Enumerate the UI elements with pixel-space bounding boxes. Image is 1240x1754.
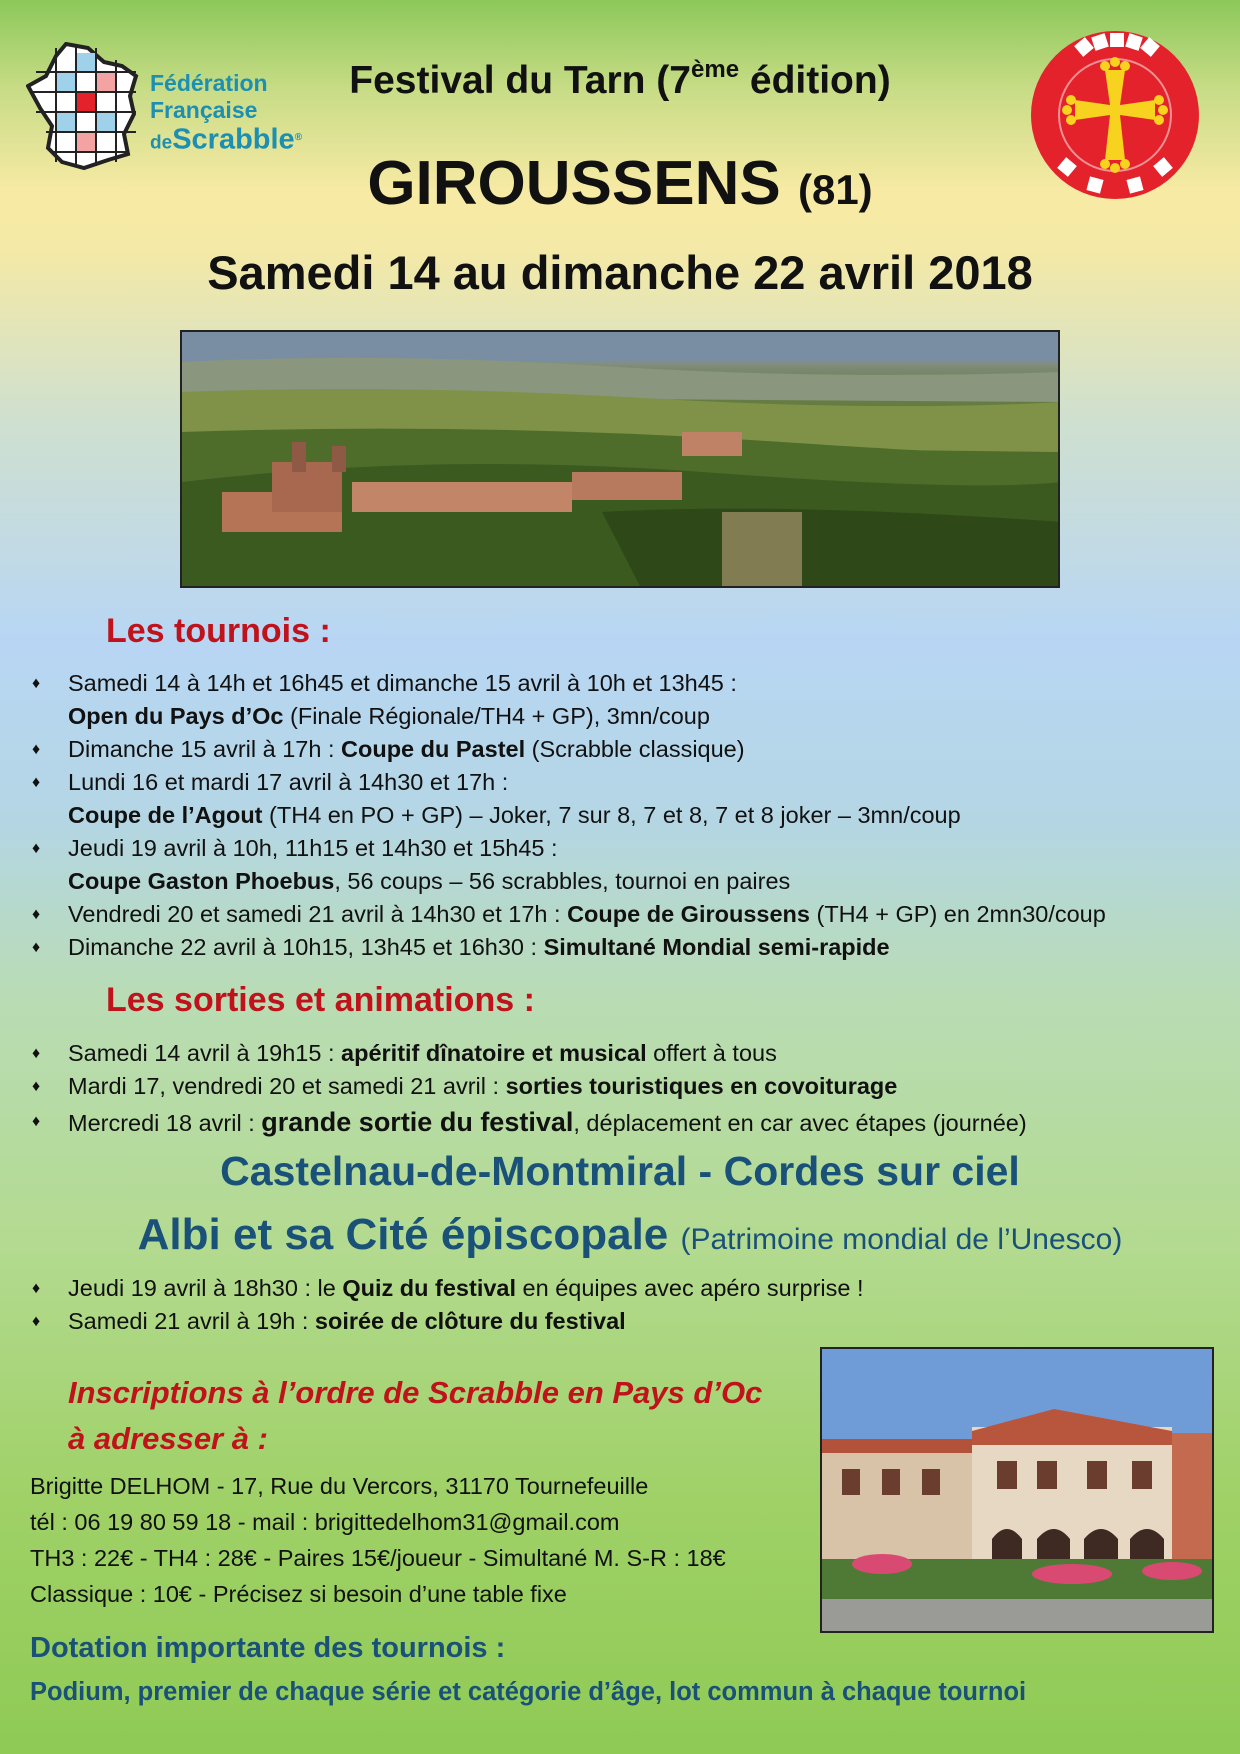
giroussens-landscape-photo	[180, 330, 1060, 588]
item-text: Samedi 14 avril à 19h15 :	[68, 1040, 342, 1066]
diamond-bullet-icon: ♦	[32, 1280, 41, 1297]
ffs-line1: Fédération	[150, 70, 268, 96]
festival-dates: Samedi 14 au dimanche 22 avril 2018	[207, 246, 1033, 299]
contact-prices: TH3 : 22€ - TH4 : 28€ - Paires 15€/joueur - Simultané M. S-R : 18€	[30, 1545, 726, 1571]
item-text: Vendredi 20 et samedi 21 avril à 14h30 et 17h :	[68, 901, 568, 927]
landscape-illustration	[182, 332, 1060, 588]
diamond-bullet-icon: ♦	[32, 1045, 41, 1062]
diamond-bullet-icon: ♦	[32, 906, 41, 923]
diamond-bullet-icon: ♦	[32, 1313, 41, 1330]
item-bold: apéritif dînatoire et musical	[341, 1040, 647, 1066]
item-text-after: (TH4 + GP) en 2mn30/coup	[809, 901, 1106, 927]
item-text-after: offert à tous	[646, 1040, 777, 1066]
item-bold: soirée de clôture du festival	[314, 1308, 626, 1334]
item-text-after: , 56 coups – 56 scrabbles, tournoi en paires	[334, 868, 791, 894]
item-text-after: (Scrabble classique)	[525, 736, 745, 762]
ffs-line3-small: de	[150, 132, 173, 154]
sorties-heading: Les sorties et animations :	[106, 981, 535, 1019]
sorties-list	[30, 1037, 1220, 1142]
festival-title	[240, 56, 1000, 103]
list-item	[30, 667, 1220, 733]
item-bold: Coupe Gaston Phoebus	[68, 868, 335, 894]
ffs-line2: Française	[150, 97, 258, 123]
list-item	[30, 1070, 1220, 1103]
diamond-bullet-icon: ♦	[32, 774, 41, 791]
diamond-bullet-icon: ♦	[32, 1113, 41, 1130]
item-text-after: , déplacement en car avec étapes (journée)	[573, 1110, 1027, 1136]
department-number: (81)	[797, 166, 873, 213]
excursion-unesco-note: (Patrimoine mondial de l’Unesco)	[680, 1223, 1123, 1256]
item-bold: Open du Pays d’Oc	[68, 703, 284, 729]
occitan-cross-icon	[1030, 30, 1200, 200]
festival-title-text: Festival du Tarn (7	[349, 59, 691, 102]
item-text: Jeudi 19 avril à 10h, 11h15 et 14h30 et 15h45 :	[68, 835, 558, 861]
town-hall-illustration	[822, 1349, 1214, 1633]
list-item	[30, 1037, 1220, 1070]
item-text-after: (Finale Régionale/TH4 + GP), 3mn/coup	[283, 703, 710, 729]
festival-edition-sup: ème	[691, 56, 740, 83]
item-text: Mercredi 18 avril :	[68, 1110, 262, 1136]
item-text: Samedi 14 à 14h et 16h45 et dimanche 15 avril à 10h et 13h45 :	[68, 670, 737, 696]
excursion-destinations: Castelnau-de-Montmiral - Cordes sur ciel	[220, 1148, 1020, 1194]
item-text: Samedi 21 avril à 19h :	[68, 1308, 315, 1334]
contact-address: Brigitte DELHOM - 17, Rue du Vercors, 31170 Tournefeuille	[30, 1473, 649, 1499]
item-bold: grande sortie du festival	[261, 1107, 574, 1137]
item-bold: Simultané Mondial semi-rapide	[543, 934, 890, 960]
list-item	[30, 1103, 1220, 1142]
diamond-bullet-icon: ♦	[32, 675, 41, 692]
item-text: Mardi 17, vendredi 20 et samedi 21 avril :	[68, 1073, 506, 1099]
list-item	[30, 898, 1220, 931]
diamond-bullet-icon: ♦	[32, 1078, 41, 1095]
list-item	[30, 1305, 1220, 1338]
item-text: Dimanche 22 avril à 10h15, 13h45 et 16h30 :	[68, 934, 544, 960]
diamond-bullet-icon: ♦	[32, 939, 41, 956]
scrabble-pays-doc-seal	[1030, 30, 1200, 200]
town-hall-photo	[820, 1347, 1214, 1633]
list-item	[30, 1272, 1220, 1305]
item-text: Lundi 16 et mardi 17 avril à 14h30 et 17h :	[68, 769, 509, 795]
town-name: GIROUSSENS	[367, 149, 781, 218]
item-text: Jeudi 19 avril à 18h30 : le	[68, 1275, 343, 1301]
diamond-bullet-icon: ♦	[32, 840, 41, 857]
festival-title-suffix: édition)	[739, 59, 891, 102]
inscriptions-heading-line1: Inscriptions à l’ordre de Scrabble en Pays d’Oc	[68, 1375, 763, 1410]
contact-block	[30, 1468, 820, 1612]
inscriptions-heading	[68, 1370, 828, 1462]
item-text-after: en équipes avec apéro surprise !	[516, 1275, 864, 1301]
list-item	[30, 832, 1220, 898]
dotation-text: Podium, premier de chaque série et catégorie d’âge, lot commun à chaque tournoi	[30, 1678, 1027, 1706]
item-text: Dimanche 15 avril à 17h :	[68, 736, 342, 762]
item-bold: Coupe de Giroussens	[567, 901, 810, 927]
item-bold: Coupe de l’Agout	[68, 802, 263, 828]
ffs-line3-big: Scrabble	[172, 123, 295, 156]
contact-phone-email: tél : 06 19 80 59 18 - mail : brigittedelhom31@gmail.com	[30, 1509, 620, 1535]
dotation-heading: Dotation importante des tournois :	[30, 1632, 506, 1664]
item-text-after: (TH4 en PO + GP) – Joker, 7 sur 8, 7 et 8, 7 et 8 joker – 3mn/coup	[262, 802, 961, 828]
france-grid-icon	[26, 42, 146, 172]
sorties-list-continued	[30, 1272, 1220, 1338]
list-item	[30, 931, 1220, 964]
ffs-registered-mark: ®	[294, 132, 303, 143]
tournois-list	[30, 667, 1220, 964]
contact-prices-classic: Classique : 10€ - Précisez si besoin d’une table fixe	[30, 1581, 567, 1607]
item-bold: sorties touristiques en covoiturage	[505, 1073, 898, 1099]
tournois-heading: Les tournois :	[106, 612, 331, 650]
town-title	[240, 148, 1000, 219]
inscriptions-heading-line2: à adresser à :	[68, 1421, 268, 1456]
excursion-albi-text: Albi et sa Cité épiscopale	[137, 1210, 669, 1259]
item-bold: Coupe du Pastel	[341, 736, 526, 762]
diamond-bullet-icon: ♦	[32, 741, 41, 758]
list-item	[30, 766, 1220, 832]
item-bold: Quiz du festival	[342, 1275, 517, 1301]
excursion-albi	[40, 1210, 1220, 1260]
list-item	[30, 733, 1220, 766]
